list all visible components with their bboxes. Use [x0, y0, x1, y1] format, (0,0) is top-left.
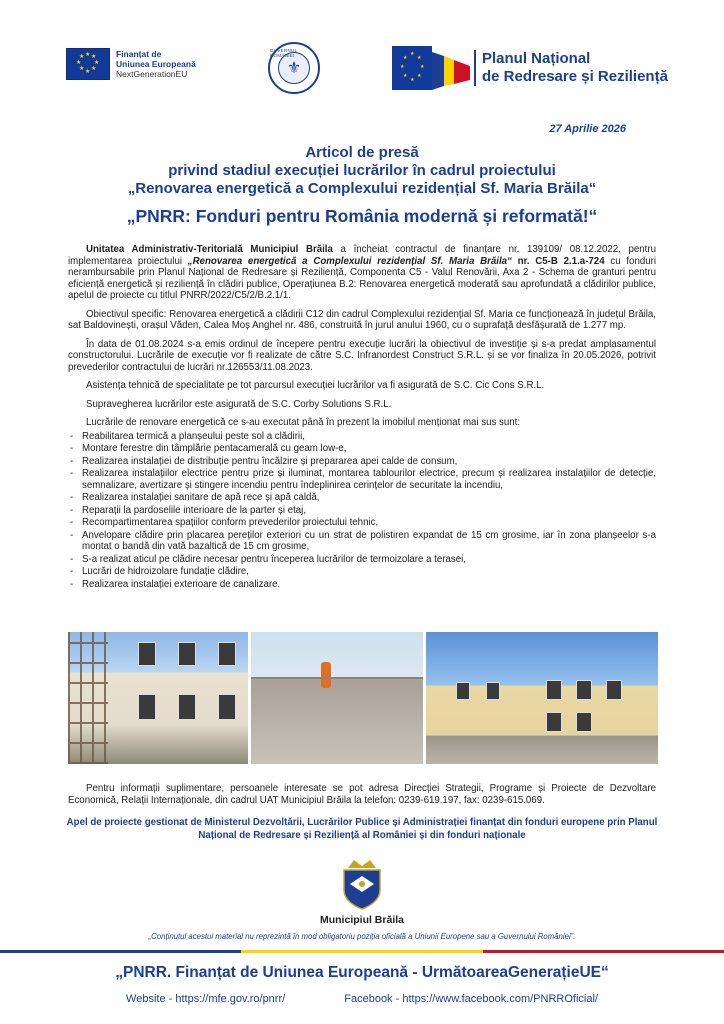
- disclaimer: „Conținutul acestui material nu reprezintă în mod obligatoriu poziția oficială a Uniunii Europene sau a Guvernului României”.: [148, 932, 576, 941]
- title-line1: Articol de presă: [305, 144, 419, 161]
- paragraph-start-order: În data de 01.08.2024 s-a emis ordinul de începere pentru execuție lucrări la obiectivul de investiție și s-a predat amplasamentul constructorului. Lucrările de execuție vor fi realizate de către S.C. Infranordest Construct S.R.L. și se vor finaliza în 20.05.2026, potrivit prevederilor contractului de lucrări nr.126553/11.08.2023.: [68, 338, 656, 373]
- government-seal: [268, 42, 320, 94]
- footer-slogan: „PNRR. Finanțat de Uniunea Europeană - UrmătoareaGenerațieUE“: [115, 964, 609, 981]
- photo-roof-works: [251, 632, 423, 764]
- eu-logo-line3: NextGenerationEU: [116, 69, 188, 79]
- svg-text:★: ★: [400, 64, 405, 70]
- pnrr-line1: Planul Național: [482, 50, 591, 67]
- list-item: - Recompartimentarea spațiilor conform prevederilor proiectului tehnic,: [68, 517, 656, 529]
- pnrr-logo: [392, 46, 668, 90]
- svg-text:★: ★: [403, 55, 408, 61]
- facebook-link[interactable]: Facebook - https://www.facebook.com/PNRROficial/: [344, 993, 598, 1005]
- svg-text:★: ★: [417, 55, 422, 61]
- pnrr-line2: de Redresare și Reziliență: [482, 68, 668, 85]
- list-item: - Reabilitarea termică a planșeului peste sol a clădirii,: [68, 431, 656, 443]
- list-item: - Montare ferestre din tâmplărie pentacamerală cu geam low-e,: [68, 443, 656, 455]
- eu-funding-logo: [66, 48, 196, 80]
- svg-text:★: ★: [403, 73, 408, 79]
- eu-flag-icon: ★ ★ ★ ★ ★ ★ ★ ★: [66, 48, 110, 80]
- contact-info: Pentru informații suplimentare, persoanele interesate se pot adresa Direcției Strategii, Programe și Proiecte de Dezvoltare Economică, Relații Internaționale, din cadrul UAT Municipiul Brăila la telefon: 0239-619.197, fax: 0239-615.069.: [68, 783, 656, 806]
- photo-scaffolding-facade: [68, 632, 248, 764]
- title-line3: „Renovarea energetică a Complexului rezidențial Sf. Maria Brăila“: [127, 180, 597, 197]
- eu-logo-line1: Finanțat de: [116, 49, 162, 59]
- list-item: - Lucrări de hidroizolare fundație clădire,: [68, 566, 656, 578]
- list-item: - S-a realizat aticul pe clădire necesar pentru începerea lucrărilor de termoizolare a terasei,: [68, 554, 656, 566]
- list-item: - Realizarea instalației exterioare de canalizare.: [68, 579, 656, 591]
- title-line2: privind stadiul execuției lucrărilor în cadrul proiectului: [168, 162, 556, 179]
- paragraph-contract-text-b: cu fonduri nerambursabile prin Planul Național de Redresare și Reziliență, Componenta C5 - Valul Renovării, Axa 2 - Schema de granturi pentru eficiență energetică și reziliență în clădiri publice, Operațiunea B.2: Renovarea energetică moderată sau aprofundată a clădirilor publice, apelul de proiecte cu titlul PNRR/2022/C5/2/B.2.1/1.: [68, 255, 656, 301]
- project-code: nr. C5-B 2.1.a-724: [511, 255, 605, 267]
- svg-text:★: ★: [420, 64, 425, 70]
- photo-renovated-building: [426, 632, 658, 764]
- uat-name: Unitatea Administrativ-Teritorială Municipiul Brăila: [86, 244, 333, 255]
- list-item: - Realizarea instalațiilor electrice pentru prize și iluminat, montarea tablourilor electrice, precum și realizarea instalațiilor de detecție, semnalizare, avertizare și stingere incendiu pentru îndeplinirea cerințelor de securitate la incendiu,: [68, 468, 656, 491]
- paragraph-technical-assistance: Asistența tehnică de specialitate pe tot parcursul execuției lucrărilor va fi asigurată de S.C. Cic Cons S.R.L.: [86, 380, 545, 391]
- paragraph-contract-text-a: a încheiat contractul de finanțare nr. 139109/ 08.12.2022, pentru implementarea proiectului: [68, 244, 656, 267]
- braila-crest-icon: [340, 858, 384, 910]
- pnrr-flag-icon: [392, 46, 470, 90]
- construction-photos: [68, 632, 658, 764]
- article-body: [68, 244, 656, 591]
- gov-seal-text: GUVERNUL ROMÂNIEI: [270, 48, 298, 58]
- works-list: [68, 431, 656, 591]
- svg-text:★: ★: [417, 73, 422, 79]
- svg-text:★: ★: [410, 51, 415, 57]
- header-logos: [0, 40, 724, 100]
- municipality-name: Municipiul Brăila: [319, 914, 404, 926]
- paragraph-objective: Obiectivul specific: Renovarea energetică a clădirii C12 din cadrul Complexului rezidențial Sf. Maria ce funcționează în județul Brăila, sat Baldovinești, orașul Văden, Calea Moș Anghel nr. 486, construită în jurul anului 1960, cu o suprafață desfășurată de 1.277 mp.: [68, 308, 656, 331]
- list-item: - Realizarea instalației sanitare de apă rece și apă caldă,: [68, 492, 656, 504]
- paragraph-supervision: Supravegherea lucrărilor este asigurată de S.C. Corby Solutions S.R.L.: [86, 398, 392, 410]
- paragraph-works-intro: Lucrările de renovare energetică ce s-au executat până în prezent la imobilul menționat mai sus sunt:: [86, 417, 521, 428]
- eu-logo-text: [116, 49, 196, 79]
- tricolor-divider: [0, 950, 724, 953]
- article-slogan: „PNRR: Fonduri pentru România modernă și reformată!“: [126, 206, 598, 226]
- paragraph-contract: [68, 244, 656, 302]
- eu-logo-line2: Uniunea Europeană: [116, 59, 196, 69]
- list-item: - Anvelopare clădire prin placarea pereților exteriori cu un strat de polistiren expandat de 15 cm grosime, iar în zona planșeelor s-a montat o bandă din vată bazaltică de 15 cm grosime,: [68, 530, 656, 553]
- list-item: - Reparații la pardoselile interioare de la parter și etaj,: [68, 505, 656, 517]
- pnrr-title: [474, 50, 668, 86]
- footer-links: [0, 993, 724, 1005]
- article-title: [0, 144, 724, 198]
- list-item: - Realizarea instalației de distribuție pentru încălzire și prepararea apei calde de consum,: [68, 456, 656, 468]
- call-for-projects: Apel de proiecte gestionat de Ministerul Dezvoltării, Lucrărilor Publice și Administrației finanțat din fonduri europene prin Planul Național de Redresare și Reziliență al României și din fonduri naționale: [66, 817, 658, 841]
- svg-text:★: ★: [410, 77, 415, 83]
- eagle-icon: ⚜: [278, 52, 310, 84]
- article-date: 27 Aprilie 2026: [549, 123, 626, 135]
- project-name: „Renovarea energetică a Complexului rezidențial Sf. Maria Brăila“: [187, 255, 512, 267]
- website-link[interactable]: Website - https://mfe.gov.ro/pnrr/: [126, 993, 286, 1005]
